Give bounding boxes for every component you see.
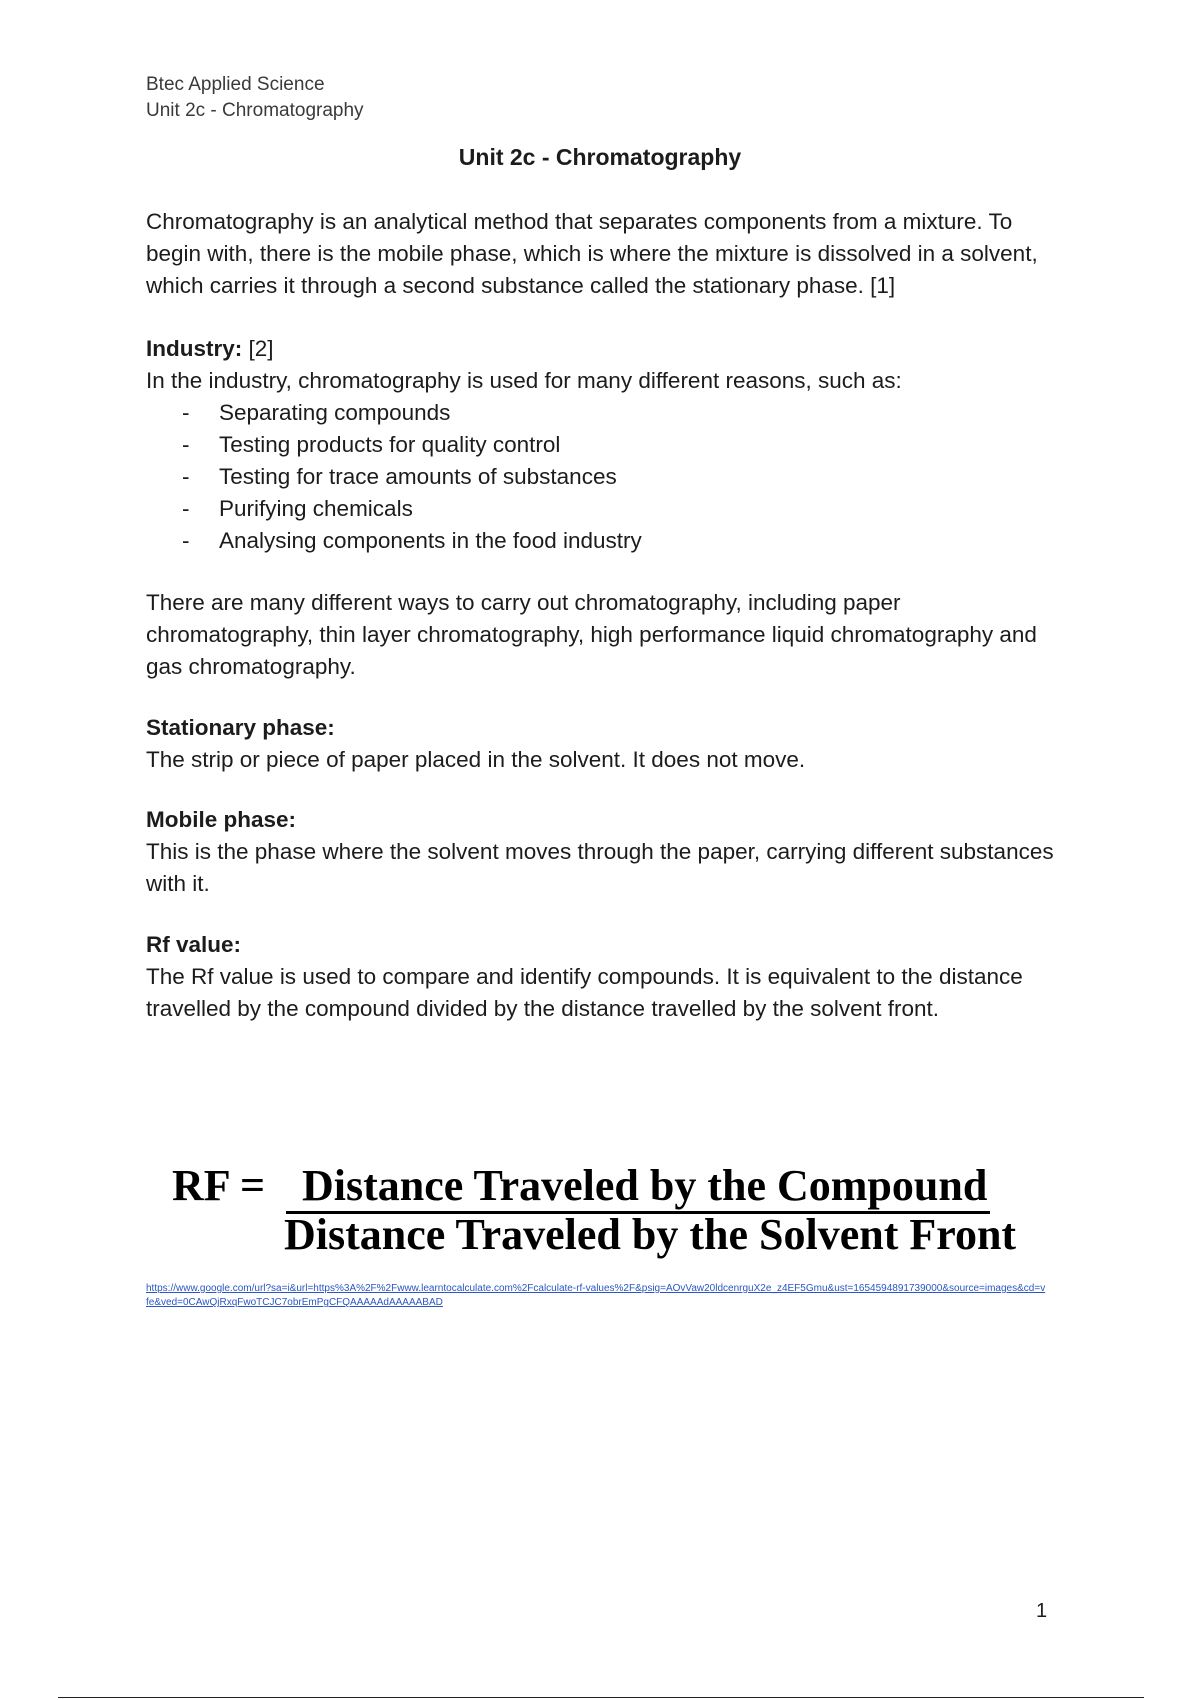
dash-bullet: - bbox=[182, 464, 190, 490]
list-item bbox=[182, 397, 1066, 429]
industry-heading-line bbox=[146, 333, 1066, 365]
page-number: 1 bbox=[1036, 1600, 1048, 1622]
list-item-text: Testing products for quality control bbox=[219, 432, 561, 458]
page-header bbox=[146, 72, 364, 124]
dash-bullet: - bbox=[182, 432, 190, 458]
list-item bbox=[182, 493, 1066, 525]
list-item bbox=[182, 525, 1066, 557]
dash-bullet: - bbox=[182, 496, 190, 522]
rf-value-heading: Rf value: bbox=[146, 931, 242, 957]
rf-value-text: The Rf value is used to compare and identify compounds. It is equivalent to the distance travelled by the compound divided by the distance travelled by the solvent front. bbox=[146, 963, 1023, 1022]
dash-bullet: - bbox=[182, 528, 190, 554]
dash-bullet: - bbox=[182, 400, 190, 426]
page-bottom-divider bbox=[58, 1697, 1144, 1698]
industry-lead: In the industry, chromatography is used for many different reasons, such as: bbox=[146, 367, 902, 393]
list-item-text: Testing for trace amounts of substances bbox=[219, 464, 617, 490]
document-body bbox=[146, 206, 1066, 1025]
intro-paragraph: Chromatography is an analytical method that separates components from a mixture. To begin with, there is the mobile phase, which is where the mixture is dissolved in a solvent, which carries it through a second substance called the stationary phase. [1] bbox=[146, 209, 1038, 299]
formula-lhs: RF = bbox=[172, 1161, 266, 1210]
formula-numerator: Distance Traveled by the Compound bbox=[302, 1161, 988, 1210]
mobile-phase-text: This is the phase where the solvent moves through the paper, carrying different substances with it. bbox=[146, 839, 1054, 897]
image-source-link[interactable]: https://www.google.com/url?sa=i&url=https%3A%2F%2Fwww.learntocalculate.com%2Fcalculate-rf-values%2F&psig=AOvVaw20ldcenrguX2e_z4EF5Gmu&ust=1654594891739000&source=images&cd=vfe&ved=0CAwQjRxqFwoTCJC7obrEmPgCFQAAAAAdAAAAABAD bbox=[146, 1283, 1046, 1308]
list-item-text: Separating compounds bbox=[219, 400, 451, 426]
list-item-text: Purifying chemicals bbox=[219, 496, 413, 522]
formula-denominator: Distance Traveled by the Solvent Front bbox=[284, 1210, 1017, 1259]
list-item bbox=[182, 429, 1066, 461]
stationary-phase-text: The strip or piece of paper placed in the solvent. It does not move. bbox=[146, 746, 806, 772]
stationary-phase-heading: Stationary phase: bbox=[146, 714, 335, 740]
header-unit: Unit 2c - Chromatography bbox=[146, 100, 364, 121]
list-item-text: Analysing components in the food industry bbox=[219, 528, 642, 554]
industry-uses-list bbox=[146, 397, 1066, 557]
list-item bbox=[182, 461, 1066, 493]
industry-ref: [2] bbox=[242, 335, 274, 361]
header-course: Btec Applied Science bbox=[146, 74, 325, 95]
methods-paragraph: There are many different ways to carry out chromatography, including paper chromatography, thin layer chromatography, high performance liquid chromatography and gas chromatography. bbox=[146, 590, 1037, 680]
industry-heading: Industry: bbox=[146, 335, 243, 361]
mobile-phase-heading: Mobile phase: bbox=[146, 807, 297, 833]
document-title: Unit 2c - Chromatography bbox=[458, 144, 742, 170]
